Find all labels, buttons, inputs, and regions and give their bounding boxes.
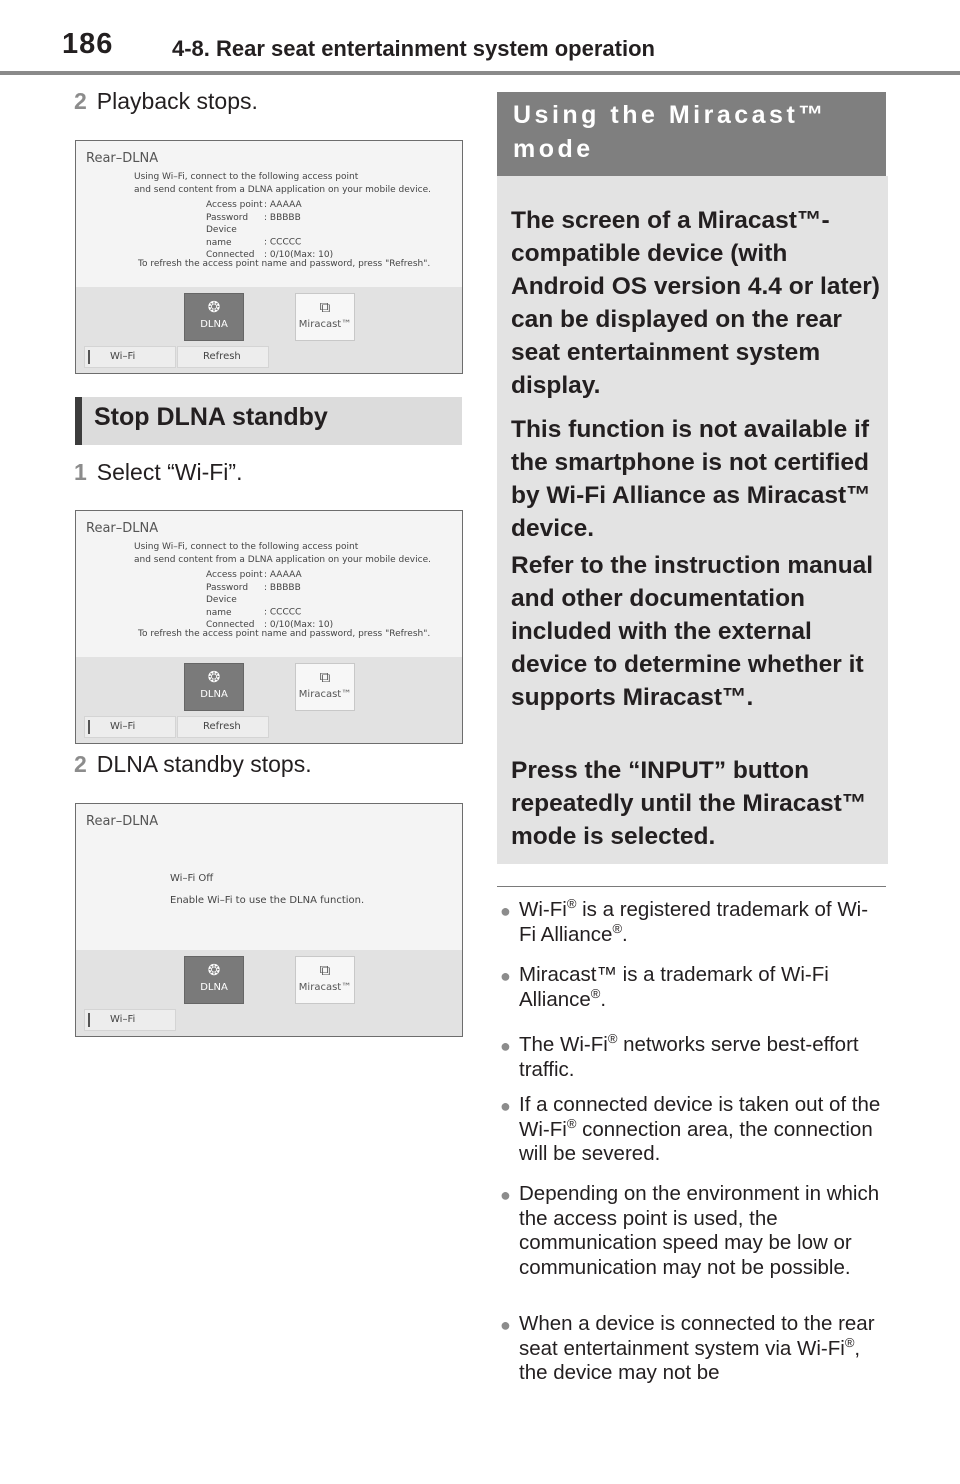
button-indicator	[88, 1013, 90, 1027]
dlna-label: DLNA	[200, 689, 228, 700]
detail-row: Device name : CCCCC	[206, 225, 302, 248]
step-number: 2	[74, 751, 87, 777]
connection-details	[206, 199, 333, 262]
info-line: Using Wi–Fi, connect to the following access point	[134, 172, 359, 182]
miracast-tile[interactable]	[295, 956, 355, 1004]
heading-text: Stop DLNA standby	[94, 403, 328, 431]
step-number: 1	[74, 459, 87, 485]
detail-row: Access point: AAAAA	[206, 200, 302, 210]
step-dlna-standby-stops	[74, 751, 312, 778]
miracast-icon: ⧉	[319, 668, 331, 686]
section-title: 4-8. Rear seat entertainment system operation	[172, 36, 655, 61]
step-text: Playback stops.	[96, 88, 258, 114]
wifi-button-label: Wi–Fi	[110, 1014, 136, 1025]
miracast-label: Miracast™	[298, 689, 352, 700]
refresh-note: To refresh the access point name and password, press "Refresh".	[138, 259, 431, 269]
info-paragraph: Refer to the instruction manual and other documentation included with the external device to determine whether it supports Miracast™.	[511, 552, 874, 711]
stop-dlna-standby-heading	[75, 397, 462, 445]
dlna-tile[interactable]	[184, 293, 244, 341]
button-indicator	[88, 350, 90, 364]
note-text: Wi-Fi® is a registered trademark of Wi-Fi Alliance®.	[519, 896, 869, 946]
button-indicator	[88, 720, 90, 734]
detail-row: Access point: AAAAA	[206, 570, 302, 580]
refresh-button-label: Refresh	[203, 721, 241, 732]
info-line: Using Wi–Fi, connect to the following access point	[134, 542, 359, 552]
dlna-icon: ❂	[207, 961, 221, 979]
page-number: 186	[62, 28, 114, 60]
screen-info	[134, 541, 431, 566]
refresh-note: To refresh the access point name and password, press "Refresh".	[138, 629, 431, 639]
miracast-tile[interactable]	[295, 293, 355, 341]
bullet-icon: ●	[500, 1185, 511, 1205]
screen-control-area	[76, 657, 462, 743]
miracast-mode-heading	[497, 92, 886, 176]
heading-text: Using the Miracast™ mode	[513, 101, 827, 163]
wifi-button[interactable]	[84, 1009, 176, 1031]
screen-title: Rear–DLNA	[86, 814, 159, 829]
notes-divider	[497, 886, 886, 887]
bullet-icon: ●	[500, 1096, 511, 1116]
header-divider	[0, 71, 960, 75]
detail-row: Connected : 0/10(Max: 10)	[206, 620, 334, 630]
page-header	[0, 0, 960, 76]
refresh-button[interactable]	[177, 716, 269, 738]
step-text: Select “Wi-Fi”.	[96, 459, 243, 485]
detail-row: Device name : CCCCC	[206, 595, 302, 618]
bullet-icon: ●	[500, 1315, 511, 1335]
note-text: Miracast™ is a trademark of Wi-Fi Alliance®.	[519, 963, 829, 1011]
screen-info	[134, 171, 431, 196]
wifi-button-label: Wi–Fi	[110, 351, 136, 362]
step-playback-stops	[74, 88, 258, 115]
wifi-off-message: Enable Wi–Fi to use the DLNA function.	[170, 895, 365, 906]
screenshot-rear-dlna-playback	[75, 140, 463, 374]
miracast-info-box	[497, 176, 888, 864]
detail-row: Password : BBBBB	[206, 212, 301, 223]
step-select-wifi	[74, 459, 242, 486]
miracast-label: Miracast™	[298, 982, 352, 993]
step-number: 2	[74, 88, 87, 114]
miracast-icon: ⧉	[319, 961, 331, 979]
screen-control-area	[76, 950, 462, 1036]
refresh-button[interactable]	[177, 346, 269, 368]
screenshot-rear-dlna-wifi-off	[75, 803, 463, 1037]
detail-row: Connected : 0/10(Max: 10)	[206, 250, 334, 260]
dlna-tile[interactable]	[184, 956, 244, 1004]
info-line: and send content from a DLNA application on your mobile device.	[134, 554, 431, 565]
miracast-icon: ⧉	[319, 298, 331, 316]
connection-details	[206, 569, 333, 632]
wifi-off-label: Wi–Fi Off	[170, 873, 214, 884]
bullet-icon: ●	[500, 901, 511, 921]
dlna-icon: ❂	[207, 668, 221, 686]
info-paragraph: Press the “INPUT” button repeatedly until the Miracast™ mode is selected.	[511, 757, 867, 850]
detail-row: Password : BBBBB	[206, 582, 301, 593]
note-text: Depending on the environment in which the access point is used, the communication speed may be low or communication may not be possible.	[519, 1182, 880, 1279]
screen-title: Rear–DLNA	[86, 151, 159, 166]
note-text: If a connected device is taken out of the Wi-Fi® connection area, the connection will be severed.	[519, 1093, 881, 1165]
wifi-button[interactable]	[84, 346, 176, 368]
miracast-label: Miracast™	[298, 319, 352, 330]
bullet-icon: ●	[500, 966, 511, 986]
step-text: DLNA standby stops.	[96, 751, 312, 777]
note-text: When a device is connected to the rear seat entertainment system via Wi-Fi®, the device may not be	[519, 1312, 875, 1384]
miracast-tile[interactable]	[295, 663, 355, 711]
info-line: and send content from a DLNA application on your mobile device.	[134, 184, 431, 195]
info-paragraph: This function is not available if the smartphone is not certified by Wi-Fi Alliance as Miracast™ device.	[511, 416, 871, 542]
screenshot-rear-dlna-select-wifi	[75, 510, 463, 744]
info-paragraph: The screen of a Miracast™-compatible device (with Android OS version 4.4 or later) can be displayed on the rear seat entertainment system display.	[511, 207, 880, 399]
screen-title: Rear–DLNA	[86, 521, 159, 536]
bullet-icon: ●	[500, 1036, 511, 1056]
wifi-button[interactable]	[84, 716, 176, 738]
wifi-button-label: Wi–Fi	[110, 721, 136, 732]
dlna-label: DLNA	[200, 982, 228, 993]
note-text: The Wi-Fi® networks serve best-effort traffic.	[519, 1031, 859, 1081]
dlna-tile[interactable]	[184, 663, 244, 711]
dlna-icon: ❂	[207, 298, 221, 316]
refresh-button-label: Refresh	[203, 351, 241, 362]
screen-control-area	[76, 287, 462, 373]
dlna-label: DLNA	[200, 319, 228, 330]
